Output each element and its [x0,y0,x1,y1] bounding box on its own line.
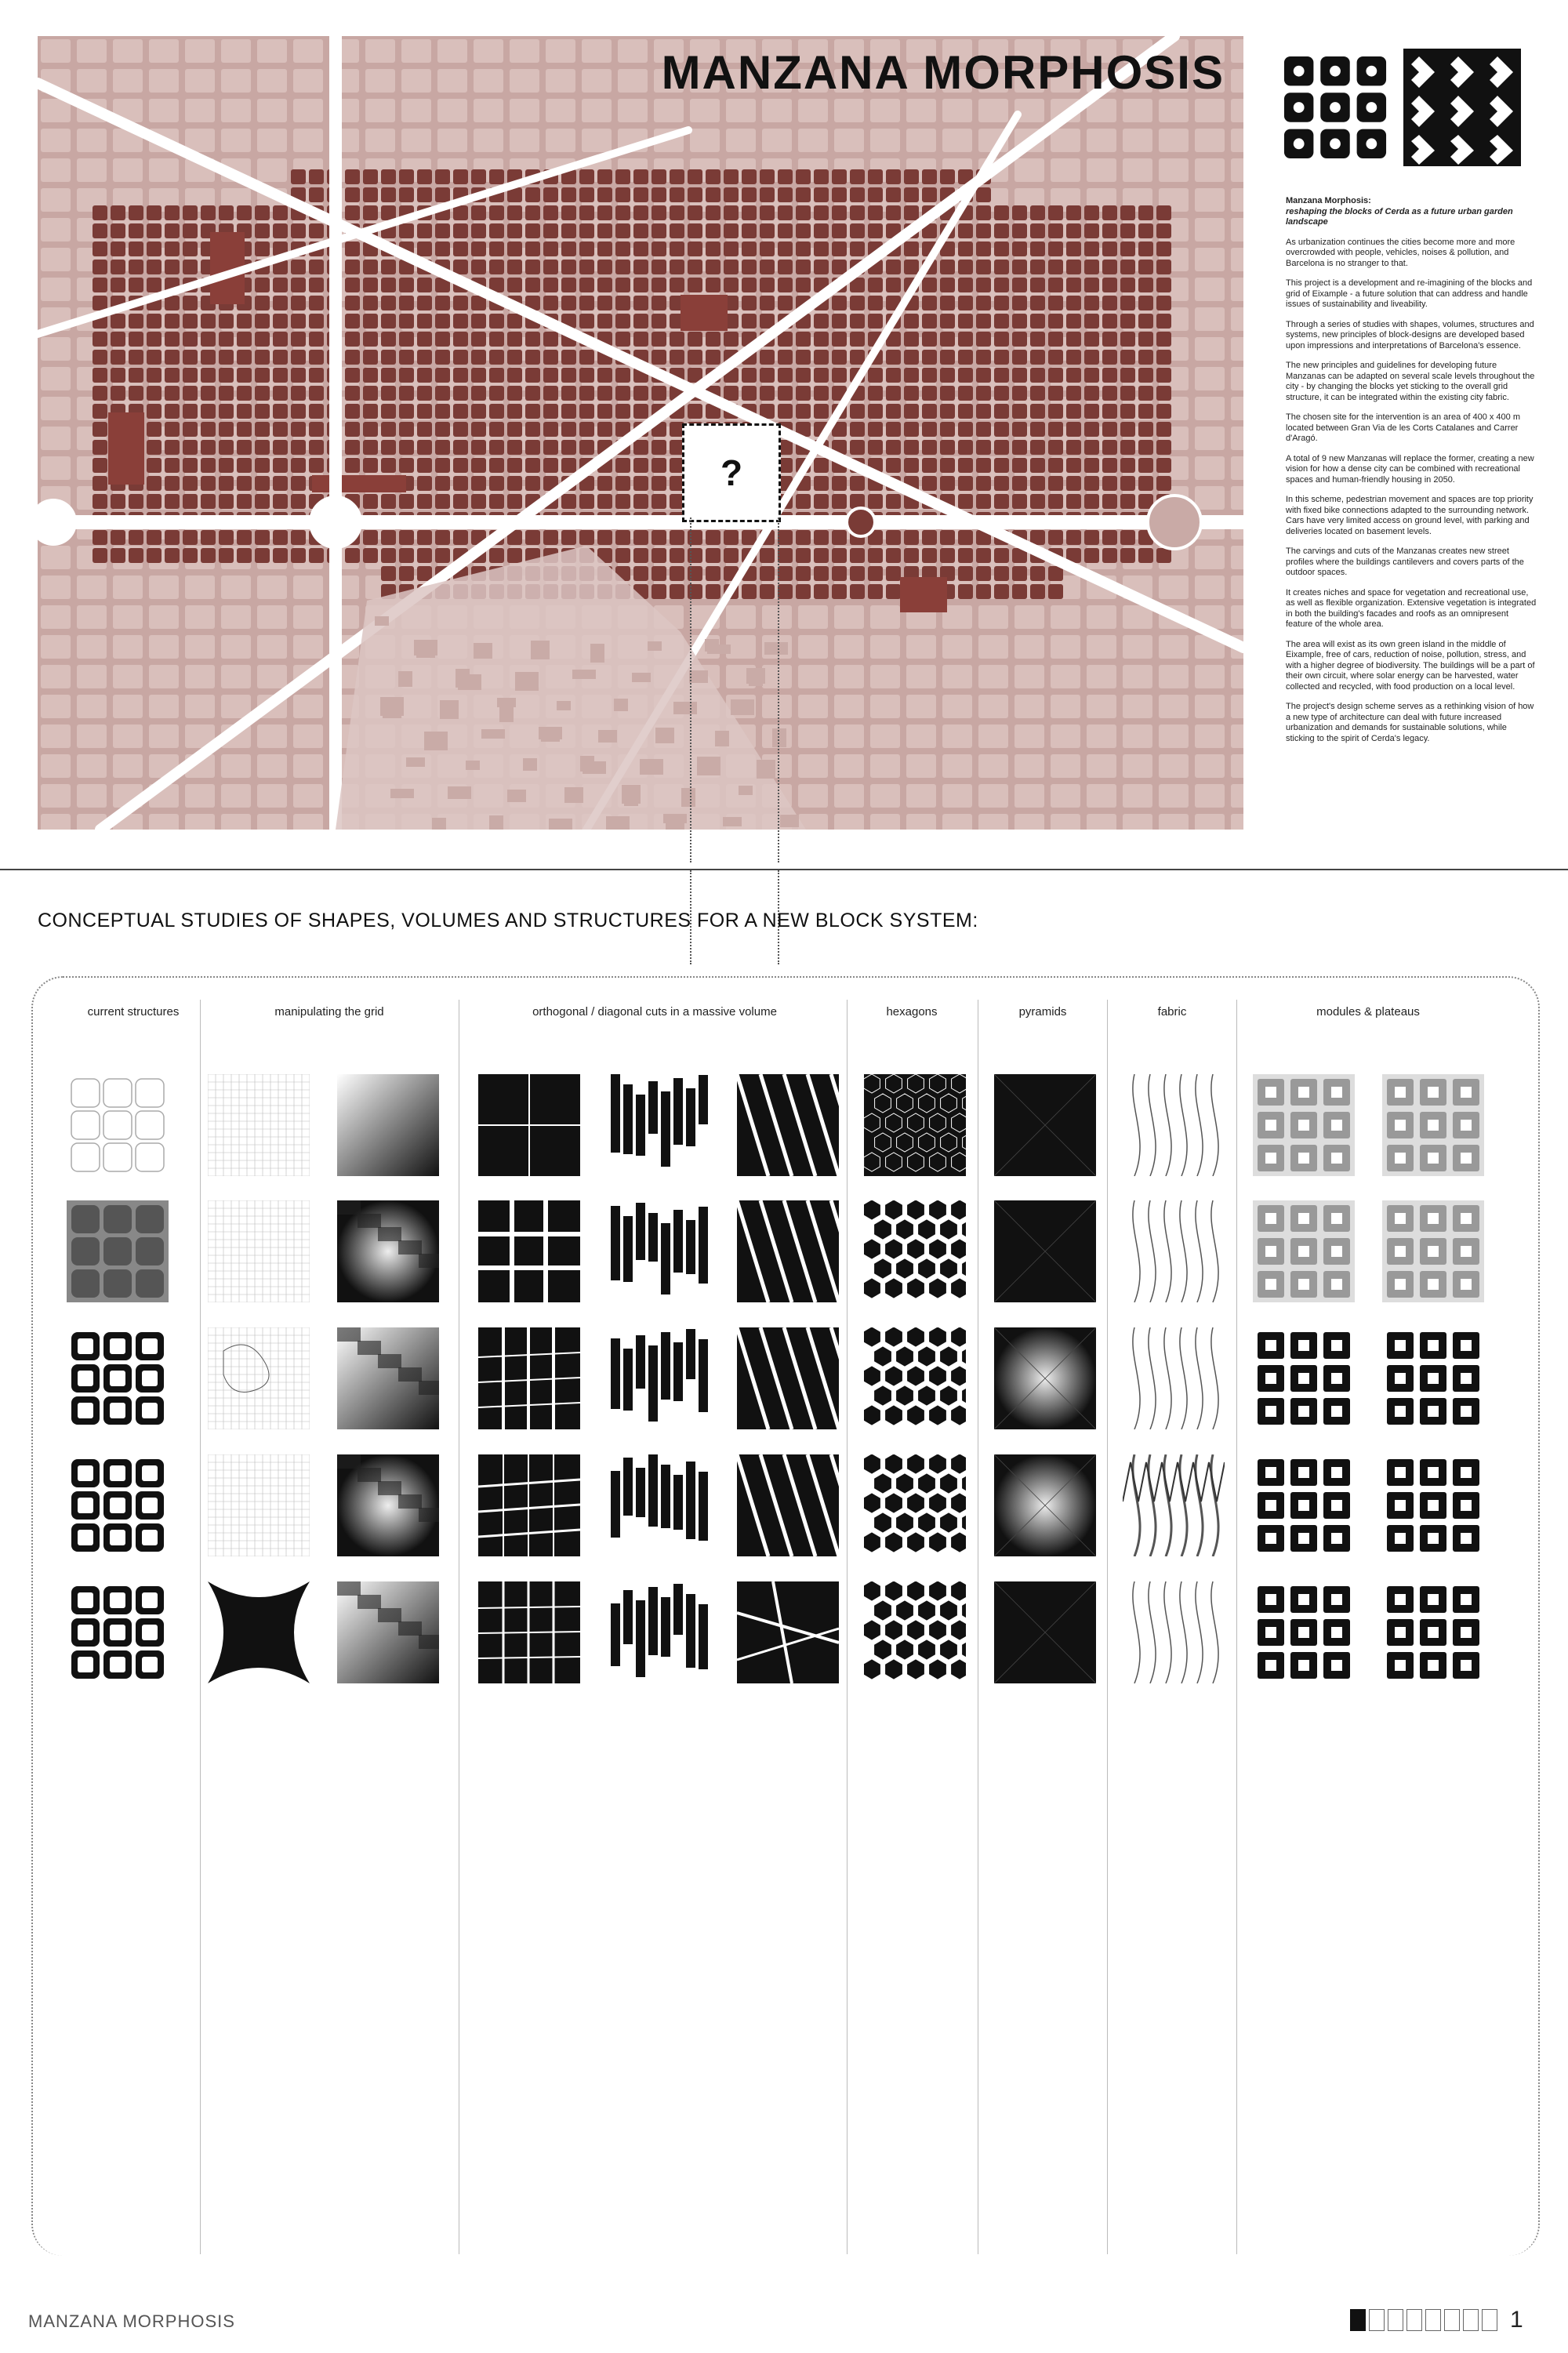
site-marker [682,423,781,522]
column-separator [1236,1000,1237,2254]
description-paragraph: The chosen site for the intervention is an area of 400 x 400 m located between Gran Via de les Corts Catalanes and Carrer d'Aragó. [1286,412,1521,443]
study-tile [337,1074,439,1176]
description-paragraph: The new principles and guidelines for developing future Manzanas can be adapted on several scale levels throughout the city - by changing the blocks yet sticking to the overall grid structure, it can be integrated within the existing city fabric. [1286,361,1535,402]
leader-line [690,517,691,862]
study-tile [67,1454,169,1556]
block-pattern-logo [1281,53,1389,162]
page-box [1369,2309,1385,2331]
project-description [1286,196,1537,753]
description-paragraph: As urbanization continues the cities become more and more overcrowded with people, vehicles, noises & pollution, and Barcelona is no stranger to that. [1286,237,1515,268]
description-subheading: reshaping the blocks of Cerda as a future urban garden landscape [1286,206,1513,227]
study-tile [478,1454,580,1556]
description-paragraph: The area will exist as its own green island in the middle of Eixample, free of cars, reduction of noise, pollution, stress, and with a higher degree of biodiversity. The buildings will be a part of their own circuit, where solar energy can be harvested, water collected and recycled, with food production on a local level. [1286,639,1535,692]
study-tile [1123,1200,1225,1302]
leader-line [778,517,779,862]
study-tile [1253,1581,1355,1683]
description-paragraph: A total of 9 new Manzanas will replace the former, creating a new vision for how a dense city can be combined with recreational spaces and human-friendly housing in 2050. [1286,453,1534,485]
page-box [1444,2309,1460,2331]
description-paragraph: The project's design scheme serves as a rethinking vision of how a new type of architecture can deal with future increased urbanization and demands for sustainable solutions, while sticking to the spirit of Cerda's legacy. [1286,702,1534,743]
study-tile [67,1327,169,1429]
page-title: MANZANA MORPHOSIS [661,46,1225,99]
city-map [38,36,1243,830]
section-title: CONCEPTUAL STUDIES OF SHAPES, VOLUMES AND STRUCTURES FOR A NEW BLOCK SYSTEM: [38,910,978,931]
study-tile [478,1581,580,1683]
study-tile [1382,1581,1484,1683]
study-tile [1123,1454,1225,1556]
column-header-fabric: fabric [1157,1005,1187,1019]
study-tile [337,1200,439,1302]
column-separator [200,1000,201,2254]
column-header-cuts: orthogonal / diagonal cuts in a massive volume [532,1005,777,1019]
study-tile [208,1327,310,1429]
section-divider [0,869,1568,870]
page-box [1463,2309,1479,2331]
study-tile [337,1581,439,1683]
study-tile [608,1454,710,1556]
description-paragraph: Through a series of studies with shapes, volumes, structures and systems, new principles of block-designs are developed based upon impressions and interpretations of Barcelona's essence. [1286,319,1534,350]
study-tile [1253,1200,1355,1302]
column-header-hexagons: hexagons [886,1005,938,1019]
study-tile [1382,1200,1484,1302]
study-tile [208,1200,310,1302]
column-separator [847,1000,848,2254]
study-tile [1123,1581,1225,1683]
study-tile [478,1200,580,1302]
page-box [1406,2309,1422,2331]
study-tile [208,1454,310,1556]
study-tile [864,1581,966,1683]
study-tile [67,1200,169,1302]
study-tile [737,1454,839,1556]
new-manzana-pattern-logo [1403,49,1521,166]
page-box-active [1350,2309,1366,2331]
page-number: 1 [1510,2307,1523,2333]
study-tile [608,1200,710,1302]
study-tile [864,1200,966,1302]
page-box [1482,2309,1497,2331]
study-tile [994,1074,1096,1176]
study-tile [1253,1454,1355,1556]
column-header-pyramids: pyramids [1018,1005,1067,1019]
description-paragraph: It creates niches and space for vegetation and recreational use, as well as flexible organization. Extensive vegetation is integrated in both the building's facades and roofs as an omnipresent feature of the whole area. [1286,587,1537,629]
study-tile [994,1327,1096,1429]
study-tile [1123,1074,1225,1176]
study-tile [864,1327,966,1429]
study-tile [737,1581,839,1683]
study-tile [1123,1327,1225,1429]
study-tile [208,1074,310,1176]
study-tile [208,1581,310,1683]
study-tile [608,1581,710,1683]
study-tile [994,1454,1096,1556]
study-tile [994,1200,1096,1302]
study-tile [1253,1327,1355,1429]
study-tile [864,1074,966,1176]
study-tile [478,1074,580,1176]
study-tile [67,1581,169,1683]
study-tile [608,1074,710,1176]
study-tile [1382,1454,1484,1556]
study-tile [737,1074,839,1176]
study-tile [737,1327,839,1429]
page-indicator [1350,2307,1523,2333]
study-tile [67,1074,169,1176]
study-tile [1253,1074,1355,1176]
study-tile [478,1327,580,1429]
study-tile [737,1200,839,1302]
study-tile [608,1327,710,1429]
page-box [1388,2309,1403,2331]
column-header-current-structures: current structures [87,1005,180,1019]
study-tile [337,1454,439,1556]
site-marker-label: ? [720,452,743,493]
study-tile [337,1327,439,1429]
study-tile [994,1581,1096,1683]
column-header-manipulating-grid: manipulating the grid [274,1005,384,1019]
study-tile [1382,1327,1484,1429]
description-paragraph: In this scheme, pedestrian movement and spaces are top priority with fixed bike connections adapted to the surrounding network. Cars have very limited access on ground level, with parking and deliveries located on basement levels. [1286,495,1534,536]
page-box [1425,2309,1441,2331]
column-separator [1107,1000,1108,2254]
footer-title: MANZANA MORPHOSIS [28,2311,235,2331]
study-tile [864,1454,966,1556]
description-paragraph: The carvings and cuts of the Manzanas creates new street profiles where the buildings cantilevers and covers parts of the outdoor spaces. [1286,546,1524,577]
description-paragraph: This project is a development and re-imagining of the blocks and grid of Eixample - a future solution that can address and handle issues of sustainability and liveability. [1286,278,1533,309]
description-heading: Manzana Morphosis: [1286,196,1371,205]
map-graphic [38,36,1243,830]
study-tile [1382,1074,1484,1176]
column-header-modules: modules & plateaus [1316,1005,1420,1019]
